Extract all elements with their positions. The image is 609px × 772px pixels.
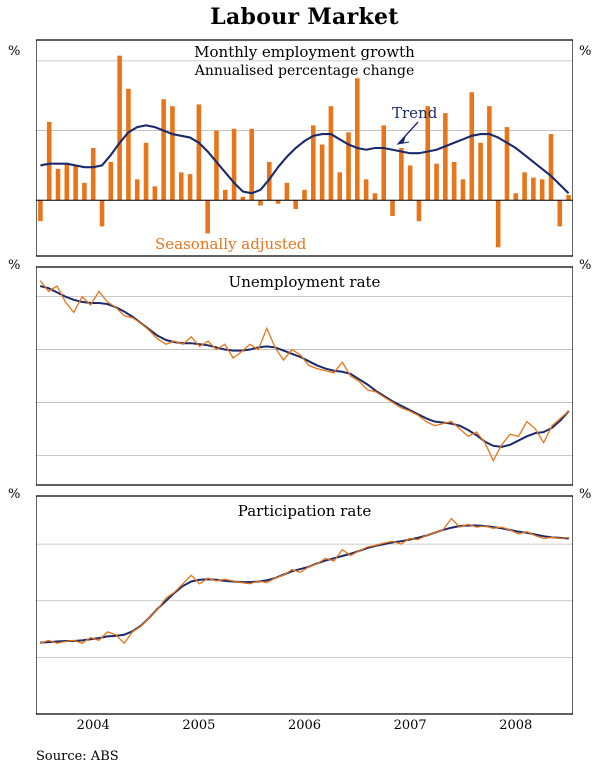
seasonally-adjusted-annotation: Seasonally adjusted bbox=[155, 235, 307, 253]
panel2-unit-right: % bbox=[579, 258, 592, 273]
page-title: Labour Market bbox=[210, 4, 399, 30]
panel3-unit-left: % bbox=[8, 487, 21, 502]
x-tick-2004: 2004 bbox=[76, 718, 110, 733]
x-tick-2006: 2006 bbox=[287, 718, 322, 733]
panel2-title: Unemployment rate bbox=[228, 273, 381, 291]
panel-unemployment-rate bbox=[36, 265, 573, 487]
panel3-title: Participation rate bbox=[237, 502, 372, 520]
panel2-unit-left: % bbox=[8, 258, 21, 273]
panel1-unit-left: % bbox=[8, 44, 21, 59]
panel3-unit-right: % bbox=[579, 487, 592, 502]
panel-participation-rate bbox=[36, 494, 573, 716]
panel1-unit-right: % bbox=[579, 44, 592, 59]
panel1-title: Monthly employment growth bbox=[194, 43, 415, 61]
x-tick-2005: 2005 bbox=[182, 718, 216, 733]
trend-annotation: Trend bbox=[392, 104, 438, 122]
x-tick-2007: 2007 bbox=[393, 718, 427, 733]
x-tick-2008: 2008 bbox=[499, 718, 533, 733]
source-note: Source: ABS bbox=[36, 749, 119, 764]
panel1-subtitle: Annualised percentage change bbox=[194, 63, 415, 79]
